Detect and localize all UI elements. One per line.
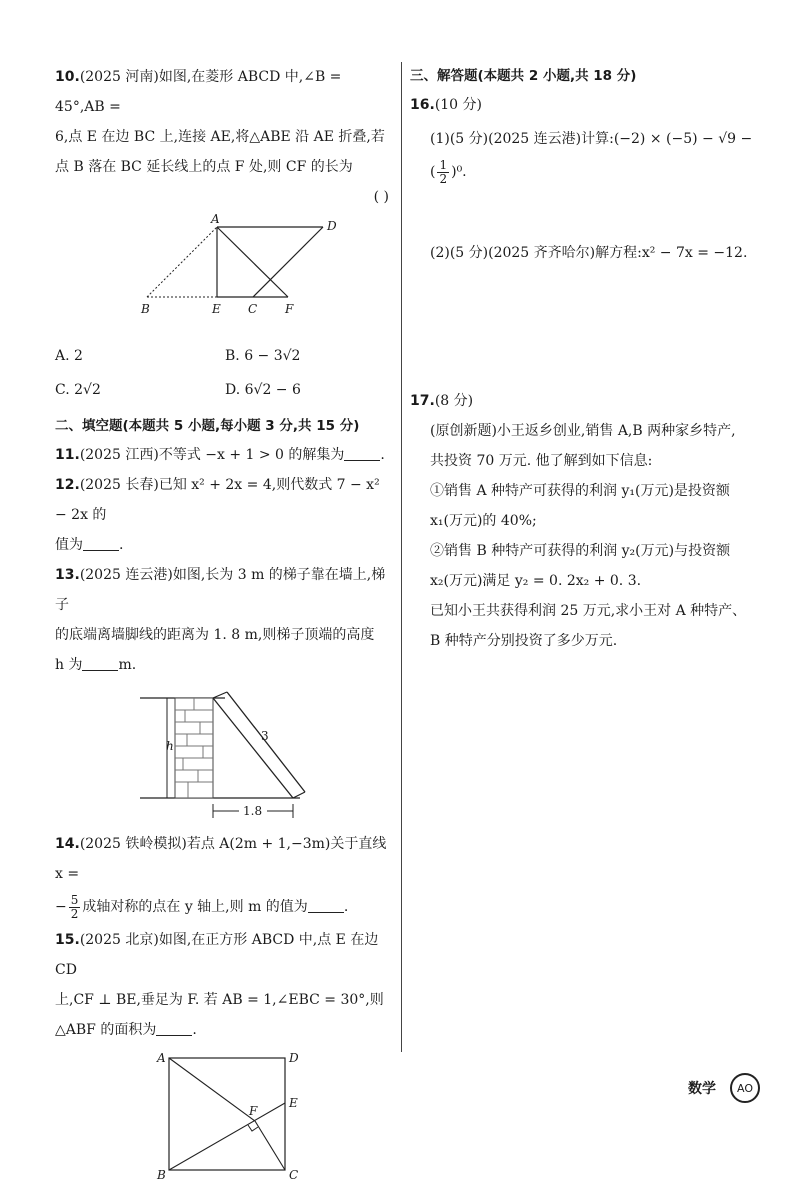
- label-A: A: [211, 212, 220, 226]
- answer-blank: [344, 446, 380, 461]
- label-F: F: [249, 1104, 258, 1118]
- rhombus-figure: [55, 212, 393, 332]
- q10-line-3: 点 B 落在 BC 延长线上的点 F 处,则 CF 的长为: [55, 159, 353, 175]
- label-A: A: [157, 1051, 166, 1065]
- label-E: E: [212, 302, 221, 316]
- fraction: $\frac{5}{2}$: [70, 892, 79, 921]
- answer-blank: [308, 898, 344, 913]
- question-12: 12.(2025 长春)已知 x² + 2x = 4,则代数式 7 − x² − 2x 的 值为 .: [55, 477, 380, 553]
- publisher-logo: AO: [730, 1073, 760, 1103]
- answer-parentheses: ( ): [373, 189, 389, 205]
- section-2-heading: 二、填空题(本题共 5 小题,每小题 3 分,共 15 分): [55, 418, 360, 434]
- square-figure: [55, 1045, 393, 1183]
- fraction: $\frac{1}{2}$: [439, 157, 448, 186]
- base-length-label: 1.8: [243, 804, 263, 818]
- q16-part2: (2)(5 分)(2025 齐齐哈尔)解方程:x² − 7x = −12.: [430, 245, 748, 261]
- height-label: h: [166, 739, 174, 753]
- q10-number: 10.: [55, 69, 80, 85]
- question-10: [55, 62, 393, 404]
- question-13: 13.(2025 连云港)如图,长为 3 m 的梯子靠在墙上,梯子 的底端离墙脚线的距离为 1. 8 m,则梯子顶端的高度 h 为 m. h 3 1.8: [55, 560, 393, 829]
- ladder-figure: [55, 680, 393, 825]
- q10-line-1: (2025 河南)如图,在菱形 ABCD 中,∠B = 45°,AB =: [55, 69, 342, 115]
- option-d: D. 6√2 − 6: [225, 382, 301, 398]
- option-c: C. 2√2: [55, 382, 101, 398]
- label-B: B: [141, 302, 150, 316]
- option-a: A. 2: [55, 348, 83, 364]
- q16-part1: (1)(5 分)(2025 连云港)计算:(−2) × (−5) − √9 −: [430, 131, 753, 147]
- answer-blank: [83, 536, 119, 551]
- answer-blank: [156, 1021, 192, 1036]
- question-11: 11.(2025 江西)不等式 −x + 1 > 0 的解集为 .: [55, 447, 385, 463]
- ladder-length-label: 3: [261, 729, 269, 743]
- question-17: 17.(8 分) (原创新题)小王返乡创业,销售 A,B 两种家乡特产, 共投资 70 万元. 他了解到如下信息: ①销售 A 种特产可获得的利润 y₁(万元)是投资额 x₁(万元)的 40%; ②销售 B 种特产可获得的利润 y₂(万元)与投资额 x₂(万元)满足 y₂ = 0. 2x₂ + 0. 3. 已知小王共获得利润 25 万元,求小王对 A 种特产、 B 种特产分别投资了多少万元.: [410, 393, 747, 649]
- q10-options: [55, 342, 393, 404]
- label-F: F: [285, 302, 294, 316]
- right-column: [410, 62, 760, 649]
- question-14: 14.(2025 铁岭模拟)若点 A(2m + 1,−3m)关于直线 x = − $\frac{5}{2}$ 成轴对称的点在 y 轴上,则 m 的值为 .: [55, 836, 387, 921]
- label-D: D: [327, 219, 337, 233]
- page-footer: [688, 1073, 760, 1103]
- label-D: D: [289, 1051, 299, 1065]
- label-C: C: [248, 302, 258, 316]
- label-E: E: [289, 1096, 298, 1110]
- left-column: [55, 62, 393, 1187]
- question-15: 15.(2025 北京)如图,在正方形 ABCD 中,点 E 在边 CD 上,CF ⊥ BE,垂足为 F. 若 AB = 1,∠EBC = 30°,则 △ABF 的面积为 . A D E F B C: [55, 925, 393, 1187]
- subject-label: 数学: [688, 1081, 716, 1097]
- question-16: 16.(10 分) (1)(5 分)(2025 连云港)计算:(−2) × (−5) − √9 − ( $\frac{1}{2}$ )⁰. (2)(5 分)(2025 齐齐哈尔)解方程:x² − 7x = −12.: [410, 90, 760, 268]
- label-B: B: [157, 1168, 166, 1182]
- section-3-heading: 三、解答题(本题共 2 小题,共 18 分): [410, 68, 637, 84]
- column-divider: [401, 62, 402, 1052]
- label-C: C: [289, 1168, 299, 1182]
- q10-line-2: 6,点 E 在边 BC 上,连接 AE,将△ABE 沿 AE 折叠,若: [55, 129, 385, 145]
- option-b: B. 6 − 3√2: [225, 348, 301, 364]
- answer-blank: [82, 656, 118, 671]
